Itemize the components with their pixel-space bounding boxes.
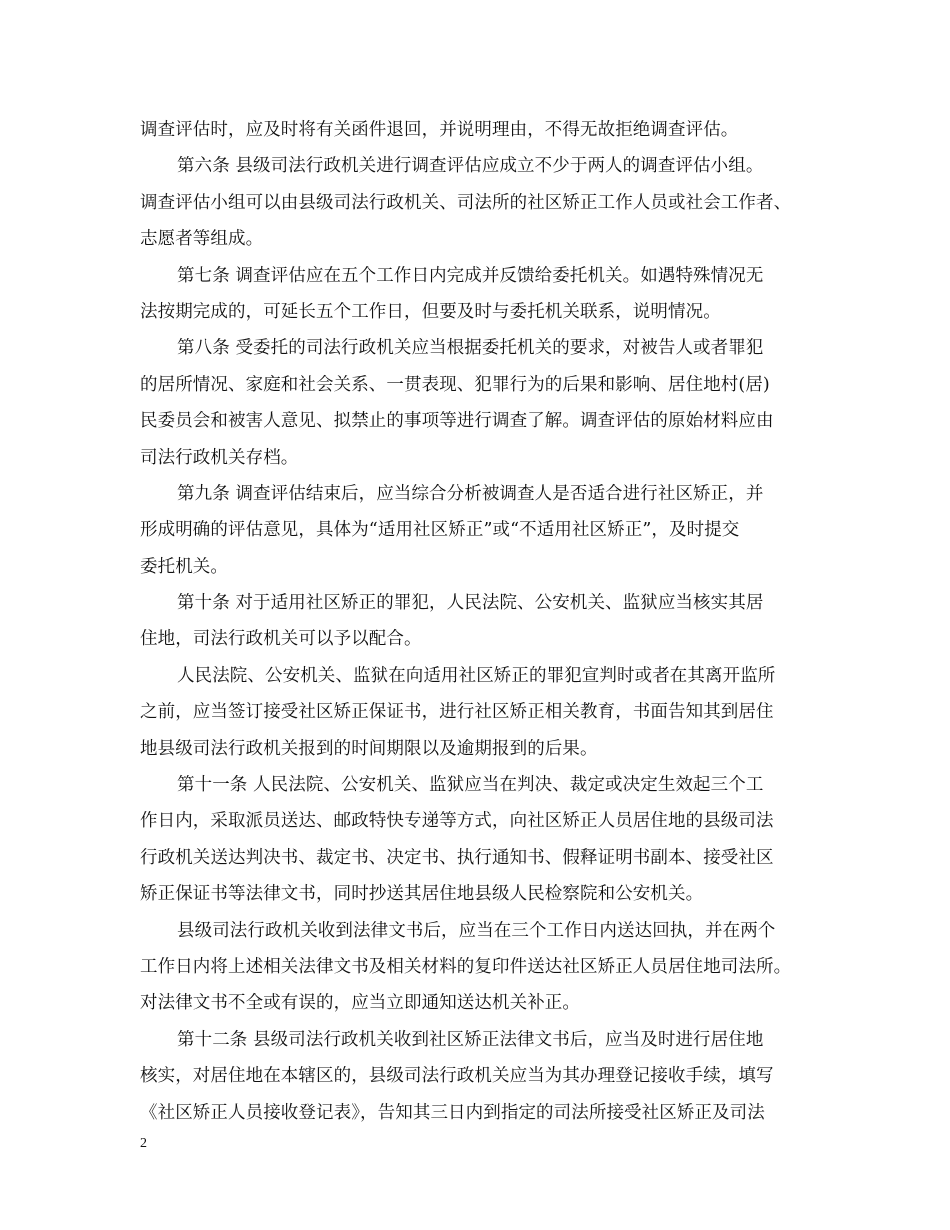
text-line: 的居所情况、家庭和社会关系、一贯表现、犯罪行为的后果和影响、居住地村(居) xyxy=(140,374,770,395)
text-line: 对法律文书不全或有误的，应当立即通知送达机关补正。 xyxy=(140,993,580,1014)
paragraph-start-line: 人民法院、公安机关、监狱在向适用社区矫正的罪犯宣判时或者在其离开监所 xyxy=(177,665,776,686)
text-line: 住地，司法行政机关可以予以配合。 xyxy=(140,629,422,650)
text-line: 《社区矫正人员接收登记表》，告知其三日内到指定的司法所接受社区矫正及司法 xyxy=(140,1102,765,1123)
article-10-heading-line: 第十条 对于适用社区矫正的罪犯，人民法院、公安机关、监狱应当核实其居 xyxy=(177,593,764,614)
text-line: 地县级司法行政机关报到的时间期限以及逾期报到的后果。 xyxy=(140,738,598,759)
text-line: 矫正保证书等法律文书，同时抄送其居住地县级人民检察院和公安机关。 xyxy=(140,884,704,905)
text-line: 行政机关送达判决书、裁定书、决定书、执行通知书、假释证明书副本、接受社区 xyxy=(140,847,774,868)
text-line: 之前，应当签订接受社区矫正保证书，进行社区矫正相关教育，书面告知其到居住 xyxy=(140,702,774,723)
article-8-heading-line: 第八条 受委托的司法行政机关应当根据委托机关的要求，对被告人或者罪犯 xyxy=(177,338,764,359)
text-line: 民委员会和被害人意见、拟禁止的事项等进行调查了解。调查评估的原始材料应由 xyxy=(140,411,774,432)
text-line: 法按期完成的，可延长五个工作日，但要及时与委托机关联系，说明情况。 xyxy=(140,301,721,322)
article-6-heading-line: 第六条 县级司法行政机关进行调查评估应成立不少于两人的调查评估小组。 xyxy=(177,156,764,177)
text-line: 委托机关。 xyxy=(140,556,228,577)
text-line: 司法行政机关存档。 xyxy=(140,447,299,468)
article-12-heading-line: 第十二条 县级司法行政机关收到社区矫正法律文书后，应当及时进行居住地 xyxy=(177,1029,764,1050)
text-line: 志愿者等组成。 xyxy=(140,229,264,250)
text-line: 工作日内将上述相关法律文书及相关材料的复印件送达社区矫正人员居住地司法所。 xyxy=(140,956,792,977)
page-number: 2 xyxy=(140,1136,147,1151)
text-line: 调查评估时，应及时将有关函件退回，并说明理由，不得无故拒绝调查评估。 xyxy=(140,120,739,140)
article-11-heading-line: 第十一条 人民法院、公安机关、监狱应当在判决、裁定或决定生效起三个工 xyxy=(177,775,764,796)
text-line: 作日内，采取派员送达、邮政特快专递等方式，向社区矫正人员居住地的县级司法 xyxy=(140,811,774,832)
text-line: 核实，对居住地在本辖区的，县级司法行政机关应当为其办理登记接收手续，填写 xyxy=(140,1066,774,1087)
text-line: 调查评估小组可以由县级司法行政机关、司法所的社区矫正工作人员或社会工作者、 xyxy=(140,192,792,213)
text-line: 形成明确的评估意见，具体为“适用社区矫正”或“不适用社区矫正”，及时提交 xyxy=(140,520,740,541)
paragraph-start-line: 县级司法行政机关收到法律文书后，应当在三个工作日内送达回执，并在两个 xyxy=(177,920,776,941)
document-body xyxy=(140,112,812,1131)
article-7-heading-line: 第七条 调查评估应在五个工作日内完成并反馈给委托机关。如遇特殊情况无 xyxy=(177,265,764,286)
article-9-heading-line: 第九条 调查评估结束后，应当综合分析被调查人是否适合进行社区矫正，并 xyxy=(177,483,764,504)
